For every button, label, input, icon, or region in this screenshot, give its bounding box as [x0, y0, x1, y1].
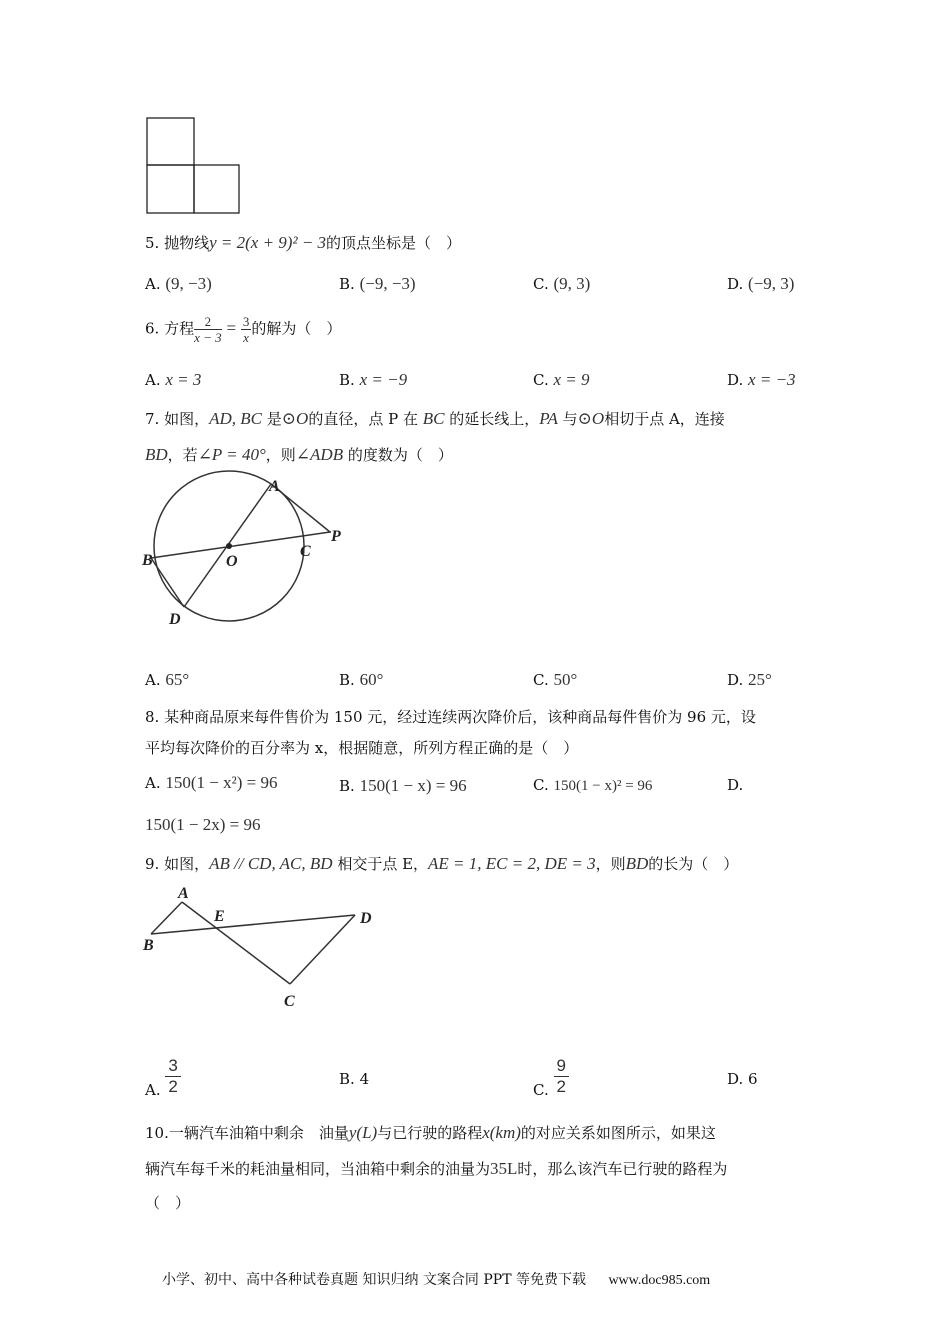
segment-ab	[151, 902, 182, 934]
q6-option-a[interactable]: A. x = 3	[145, 370, 202, 389]
q7-stem-line1: 7. 如图，AD, BC 是⊙O的直径，点 P 在 BC 的延长线上，PA 与⊙O相切于点 A，连接	[145, 409, 725, 428]
center-point	[226, 543, 232, 549]
segment-bd	[151, 558, 184, 607]
q5-option-c[interactable]: C. (9, 3)	[533, 274, 591, 293]
q6-rhs-fraction: $\frac{3}{x}$	[242, 314, 250, 345]
q8-option-b[interactable]: B. 150(1 − x) = 96	[339, 776, 467, 795]
label-d: D	[360, 910, 372, 927]
segment-bd	[151, 915, 355, 934]
label-b: B	[143, 937, 154, 954]
q6-stem: 6. 方程 $\frac{2}{x - 3}$ = $\frac{3}{x}$ 的解为（ ）	[145, 314, 342, 345]
page-footer	[162, 1269, 710, 1289]
q6-option-b[interactable]: B. x = −9	[339, 370, 408, 389]
label-c: C	[284, 993, 295, 1010]
q5-option-d[interactable]: D. (−9, 3)	[727, 274, 795, 293]
q9-option-a[interactable]: A. $\frac{3}{2}$	[145, 1056, 181, 1097]
q8-option-a[interactable]: A. 150(1 − x²) = 96	[145, 773, 278, 792]
q8-option-d-value[interactable]: 150(1 − 2x) = 96	[145, 815, 261, 834]
q5-option-b[interactable]: B. (−9, −3)	[339, 274, 416, 293]
q9-triangles-figure	[138, 882, 383, 1012]
segment-cd	[290, 915, 355, 984]
q9-option-c-fraction: $\frac{9}{2}$	[554, 1056, 569, 1097]
segment-ac	[182, 902, 290, 984]
label-a: A	[178, 885, 189, 902]
label-e: E	[214, 908, 225, 925]
q8-stem-line1: 8. 某种商品原来每件售价为 150 元，经过连续两次降价后，该种商品每件售价为 96 元，设	[145, 708, 756, 726]
label-a: A	[269, 478, 280, 495]
q9-stem: 9. 如图，AB // CD, AC, BD 相交于点 E，AE = 1, EC = 2, DE = 3，则BD的长为（ ）	[145, 854, 739, 873]
q5-option-a[interactable]: A. (9, −3)	[145, 274, 212, 293]
label-p: P	[331, 528, 341, 545]
label-o: O	[226, 553, 238, 570]
q9-option-a-fraction: $\frac{3}{2}$	[165, 1056, 180, 1097]
q8-option-d[interactable]: D.	[727, 776, 744, 794]
q7-option-c[interactable]: C. 50°	[533, 670, 578, 689]
q7-circle-figure	[138, 470, 368, 635]
q7-stem-line2: BD，若∠P = 40°，则∠ADB 的度数为（ ）	[145, 445, 453, 464]
q7-option-d[interactable]: D. 25°	[727, 670, 772, 689]
q8-option-c[interactable]: C. 150(1 − x)² = 96	[533, 776, 653, 794]
q6-lhs-fraction: $\frac{2}{x - 3}$	[194, 314, 222, 345]
q7-option-a[interactable]: A. 65°	[145, 670, 190, 689]
q10-stem-line3: （ ）	[145, 1194, 191, 1212]
q8-stem-line2: 平均每次降价的百分率为 x，根据随意，所列方程正确的是（ ）	[145, 739, 579, 757]
q10-stem-line2: 辆汽车每千米的耗油量相同，当油箱中剩余的油量为35L时，那么该汽车已行驶的路程为	[145, 1159, 728, 1178]
q9-option-c[interactable]: C. $\frac{9}{2}$	[533, 1056, 569, 1097]
label-b: B	[142, 552, 153, 569]
q10-stem-line1: 10.一辆汽车油箱中剩余 油量y(L)与已行驶的路程x(km)的对应关系如图所示，如果这	[145, 1123, 716, 1142]
q9-option-d[interactable]: D. 6	[727, 1070, 758, 1088]
cube-view-figure	[140, 112, 250, 222]
q9-option-b[interactable]: B. 4	[339, 1070, 370, 1088]
q5-stem: 5. 抛物线y = 2(x + 9)² − 3的顶点坐标是（ ）	[145, 233, 462, 252]
footer-text: 小学、初中、高中各种试卷真题 知识归纳 文案合同 PPT 等免费下载	[162, 1272, 586, 1288]
q7-option-b[interactable]: B. 60°	[339, 670, 384, 689]
q6-option-d[interactable]: D. x = −3	[727, 370, 796, 389]
label-c: C	[300, 543, 311, 560]
label-d: D	[169, 611, 181, 628]
q6-option-c[interactable]: C. x = 9	[533, 370, 590, 389]
footer-link[interactable]: www.doc985.com	[608, 1273, 711, 1288]
